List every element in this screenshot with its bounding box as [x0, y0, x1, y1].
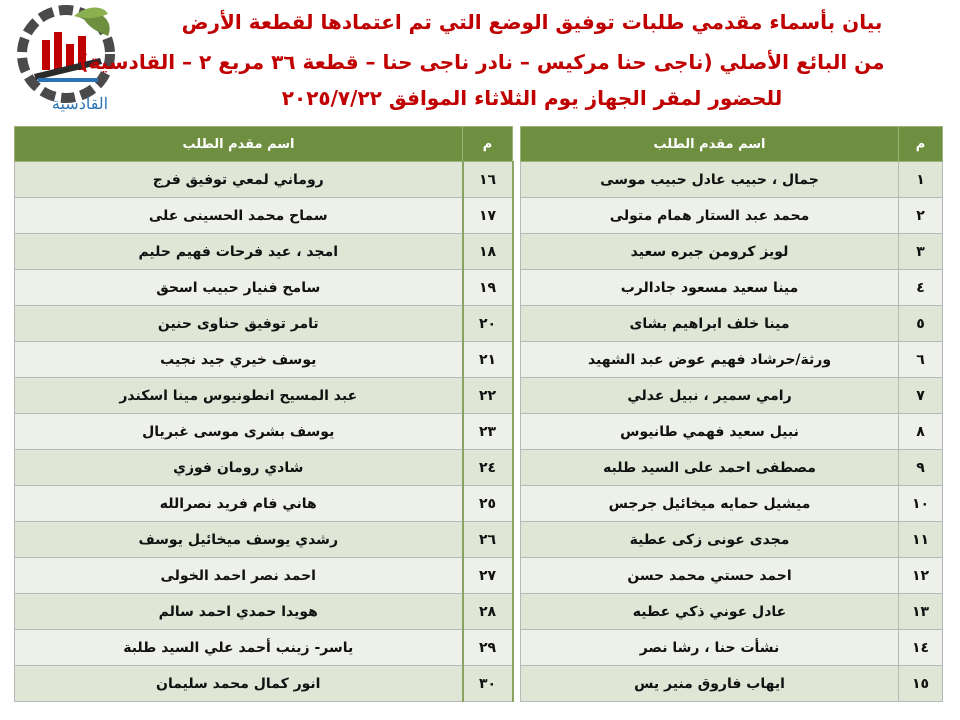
row-number-right: ٥: [899, 306, 943, 342]
col-header-num-left: م: [463, 127, 513, 162]
applicant-name-left: تامر توفيق حناوى حنين: [15, 306, 463, 342]
table-row: [15, 450, 943, 486]
applicant-name-right: احمد حستي محمد حسن: [521, 558, 899, 594]
logo-caption: القادسية: [51, 94, 109, 113]
table-row: [15, 198, 943, 234]
column-gap: [513, 486, 521, 522]
row-number-right: ١١: [899, 522, 943, 558]
document-title: بيان بأسماء مقدمي طلبات توفيق الوضع التي تم اعتمادها لقطعة الأرض: [181, 10, 883, 34]
table-row: [15, 486, 943, 522]
table-row: [15, 342, 943, 378]
applicant-name-left: سامح فنيار حبيب اسحق: [15, 270, 463, 306]
row-number-right: ٧: [899, 378, 943, 414]
applicants-table: [14, 126, 943, 702]
applicant-name-left: ياسر- زينب أحمد علي السيد طلبة: [15, 630, 463, 666]
applicant-name-right: محمد عبد الستار همام متولى: [521, 198, 899, 234]
applicant-name-right: مجدى عونى زكى عطية: [521, 522, 899, 558]
table-row: [15, 414, 943, 450]
applicant-name-left: سماح محمد الحسينى على: [15, 198, 463, 234]
applicant-name-right: عادل عوني ذكي عطيه: [521, 594, 899, 630]
column-gap: [513, 234, 521, 270]
col-header-name-left: اسم مقدم الطلب: [15, 127, 463, 162]
row-number-left: ٣٠: [463, 666, 513, 702]
row-number-right: ٩: [899, 450, 943, 486]
row-number-right: ١٢: [899, 558, 943, 594]
applicant-name-left: احمد نصر احمد الخولى: [15, 558, 463, 594]
row-number-left: ٢٨: [463, 594, 513, 630]
row-number-right: ١٥: [899, 666, 943, 702]
row-number-right: ٦: [899, 342, 943, 378]
row-number-left: ٢٩: [463, 630, 513, 666]
row-number-right: ١٣: [899, 594, 943, 630]
column-gap: [513, 127, 521, 162]
document-subtitle: من البائع الأصلي (ناجى حنا مركيس – نادر ناجى حنا – قطعة ٣٦ مربع ٢ – القادسية): [79, 50, 885, 74]
applicant-name-left: انور كمال محمد سليمان: [15, 666, 463, 702]
row-number-left: ٢١: [463, 342, 513, 378]
column-gap: [513, 342, 521, 378]
column-gap: [513, 198, 521, 234]
applicant-name-left: يوسف بشرى موسى غبريال: [15, 414, 463, 450]
table-row: [15, 234, 943, 270]
applicant-name-right: نبيل سعيد فهمي طانيوس: [521, 414, 899, 450]
column-gap: [513, 522, 521, 558]
applicant-name-right: نشأت حنا ، رشا نصر: [521, 630, 899, 666]
applicant-name-right: ورثة/حرشاد فهيم عوض عبد الشهيد: [521, 342, 899, 378]
applicant-name-right: مصطفى احمد على السيد طلبه: [521, 450, 899, 486]
row-number-right: ٤: [899, 270, 943, 306]
applicant-name-left: هاني فام فريد نصرالله: [15, 486, 463, 522]
applicant-name-right: رامي سمير ، نبيل عدلي: [521, 378, 899, 414]
column-gap: [513, 558, 521, 594]
column-gap: [513, 270, 521, 306]
table-row: [15, 378, 943, 414]
applicant-name-right: مينا خلف ابراهيم بشاى: [521, 306, 899, 342]
table-row: [15, 558, 943, 594]
column-gap: [513, 378, 521, 414]
table-row: [15, 594, 943, 630]
row-number-left: ٢٤: [463, 450, 513, 486]
row-number-left: ٢٠: [463, 306, 513, 342]
row-number-left: ١٦: [463, 162, 513, 198]
row-number-left: ٢٧: [463, 558, 513, 594]
table-row: [15, 630, 943, 666]
applicant-name-left: هويدا حمدي احمد سالم: [15, 594, 463, 630]
row-number-left: ٢٣: [463, 414, 513, 450]
column-gap: [513, 666, 521, 702]
table-row: [15, 270, 943, 306]
column-gap: [513, 162, 521, 198]
col-header-name-right: اسم مقدم الطلب: [521, 127, 899, 162]
row-number-right: ١٠: [899, 486, 943, 522]
table-row: [15, 522, 943, 558]
applicant-name-left: امجد ، عيد فرحات فهيم حليم: [15, 234, 463, 270]
row-number-left: ١٩: [463, 270, 513, 306]
applicant-name-right: مينا سعيد مسعود جادالرب: [521, 270, 899, 306]
column-gap: [513, 306, 521, 342]
row-number-left: ١٧: [463, 198, 513, 234]
table-row: [15, 666, 943, 702]
column-gap: [513, 450, 521, 486]
applicant-name-left: يوسف خيري جيد نجيب: [15, 342, 463, 378]
applicant-name-right: لويز كرومن جبره سعيد: [521, 234, 899, 270]
row-number-left: ٢٦: [463, 522, 513, 558]
applicant-name-right: ميشيل حمايه ميخائيل جرجس: [521, 486, 899, 522]
table-header-row: [15, 127, 943, 162]
column-gap: [513, 414, 521, 450]
applicant-name-left: روماني لمعي توفيق فرج: [15, 162, 463, 198]
row-number-right: ٨: [899, 414, 943, 450]
applicant-name-right: جمال ، حبيب عادل حبيب موسى: [521, 162, 899, 198]
applicant-name-right: ايهاب فاروق منير يس: [521, 666, 899, 702]
row-number-left: ٢٢: [463, 378, 513, 414]
row-number-right: ٢: [899, 198, 943, 234]
table-row: [15, 306, 943, 342]
column-gap: [513, 630, 521, 666]
table-row: [15, 162, 943, 198]
row-number-left: ١٨: [463, 234, 513, 270]
column-gap: [513, 594, 521, 630]
row-number-right: ١٤: [899, 630, 943, 666]
applicant-name-left: رشدي يوسف ميخائيل يوسف: [15, 522, 463, 558]
attendance-date-line: للحضور لمقر الجهاز يوم الثلاثاء الموافق ٢٠٢٥/٧/٢٢: [281, 86, 783, 110]
row-number-right: ٣: [899, 234, 943, 270]
applicant-name-left: شادي رومان فوزي: [15, 450, 463, 486]
row-number-right: ١: [899, 162, 943, 198]
applicant-name-left: عبد المسيح انطونيوس مينا اسكندر: [15, 378, 463, 414]
row-number-left: ٢٥: [463, 486, 513, 522]
col-header-num-right: م: [899, 127, 943, 162]
